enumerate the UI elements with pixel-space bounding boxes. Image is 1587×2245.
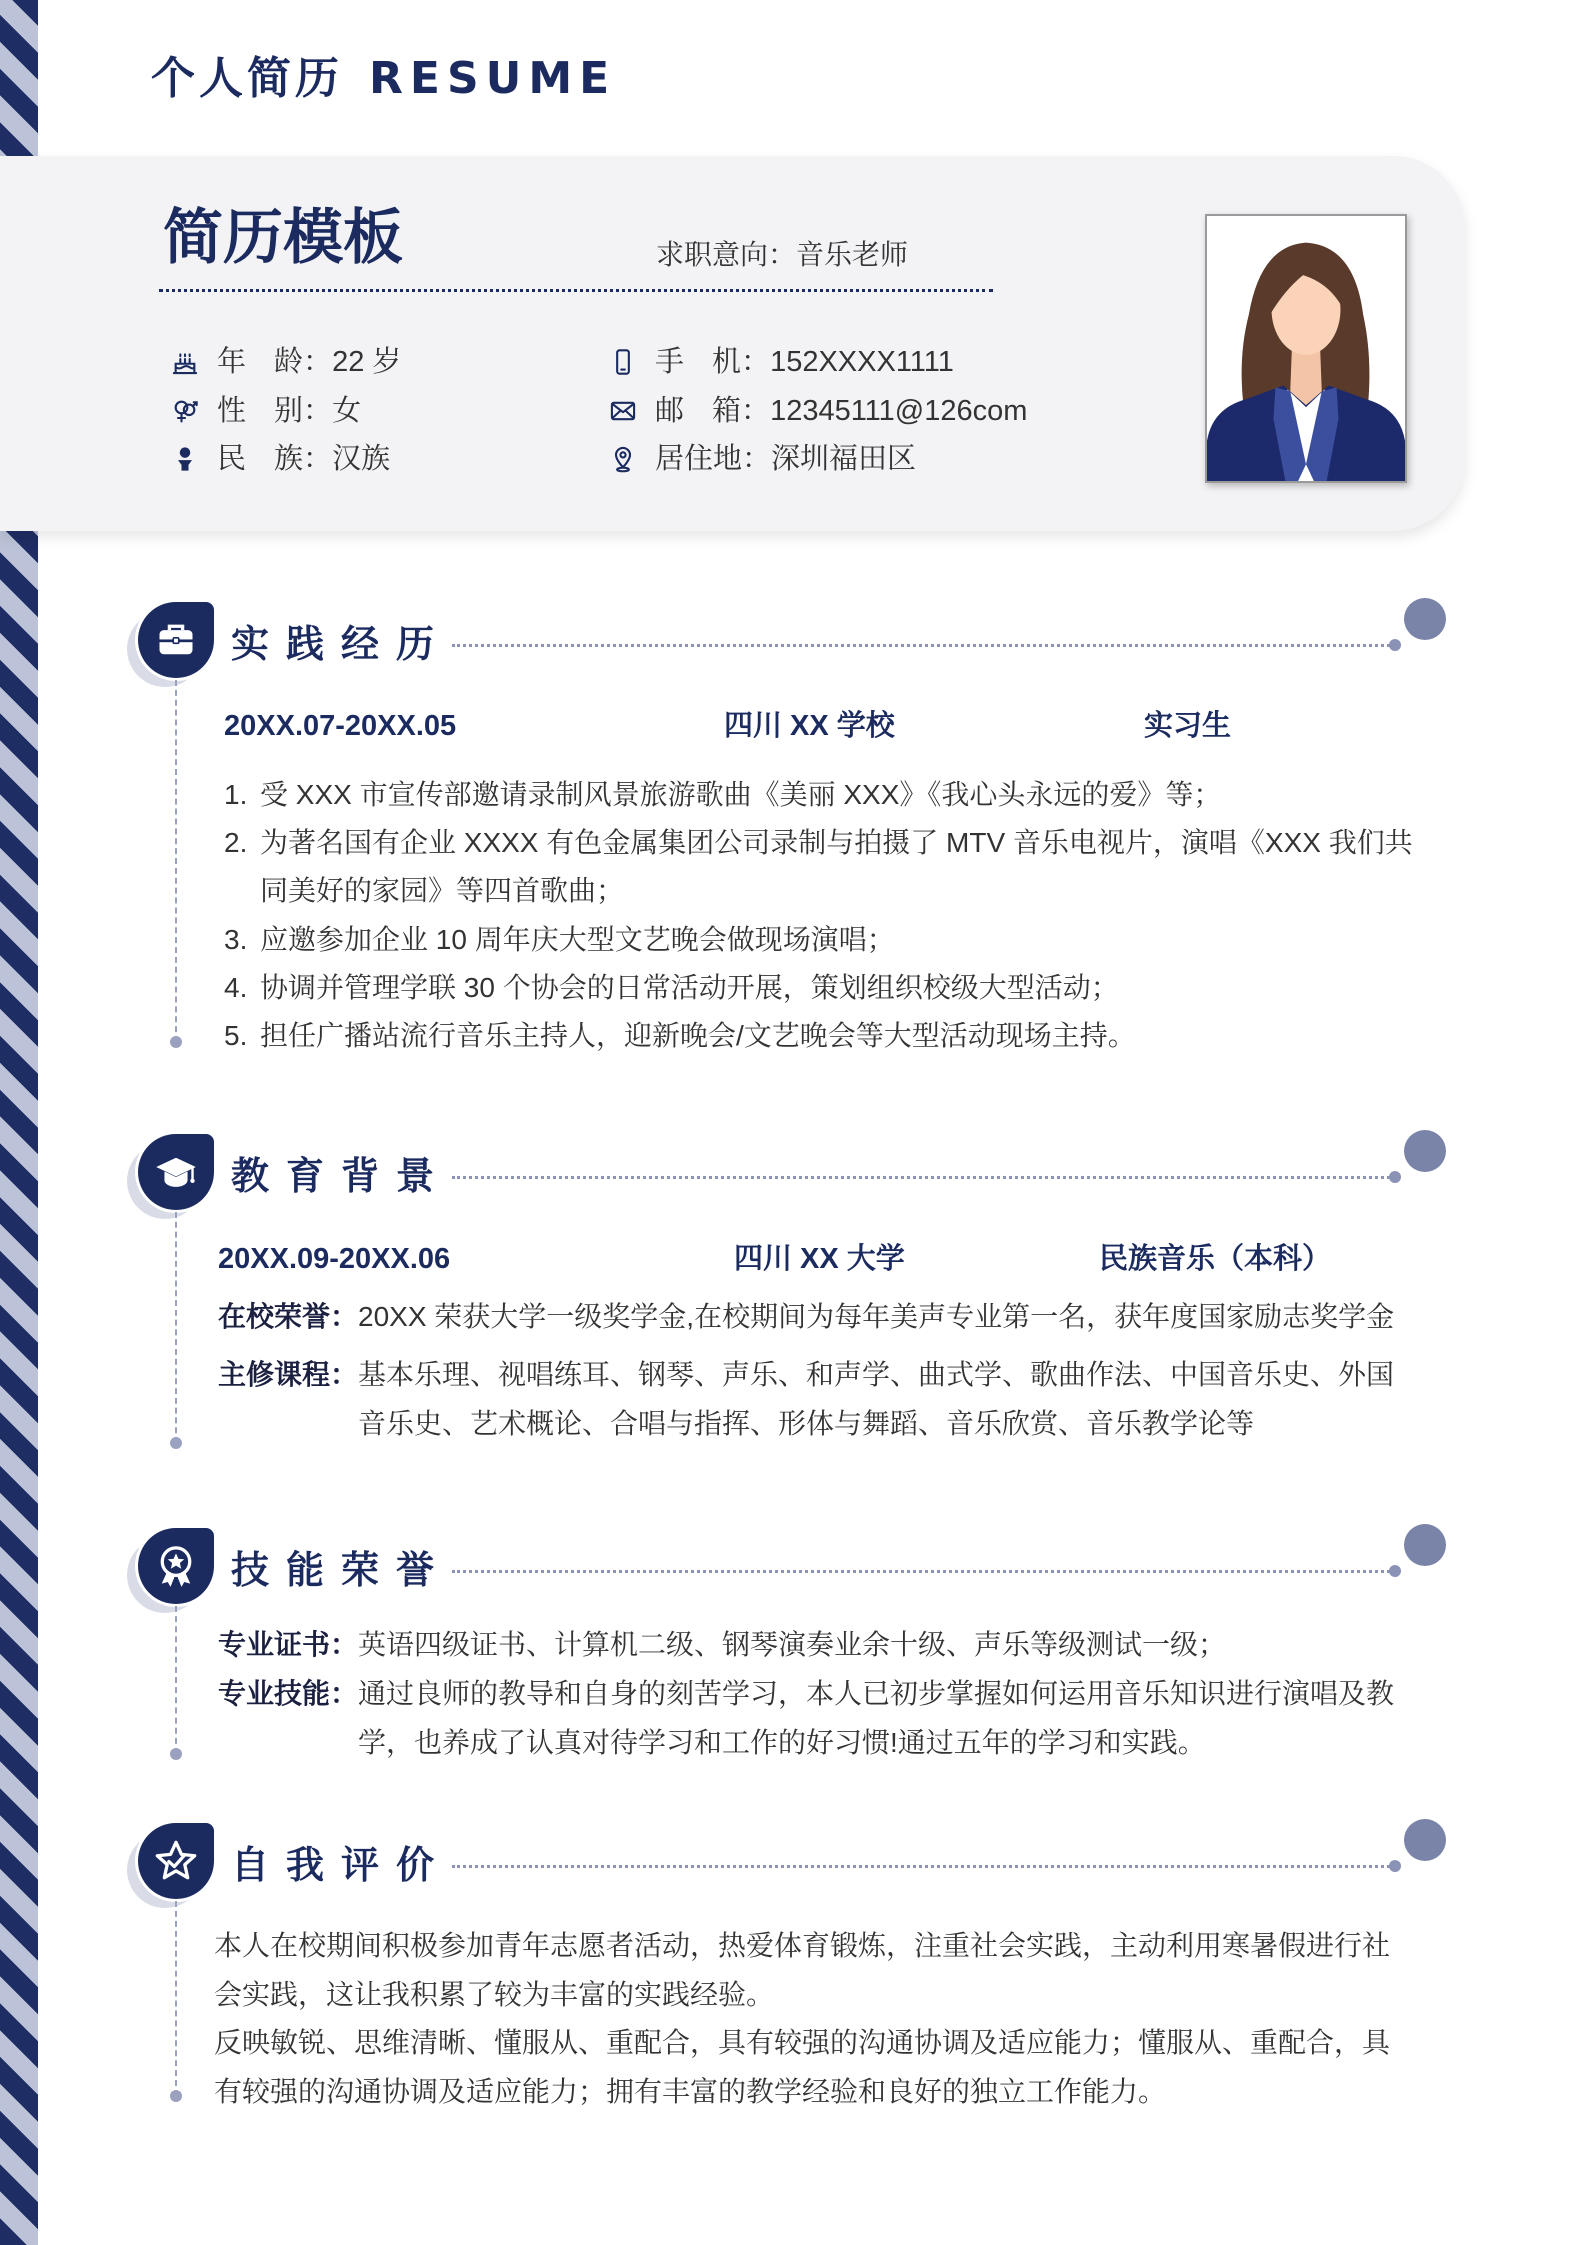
page-title-en: RESUME [369, 53, 617, 104]
education-major: 民族音乐（本科） [1099, 1243, 1332, 1275]
section-badge [138, 1528, 214, 1604]
list-item-number: 3. [224, 923, 248, 955]
info-address [609, 439, 916, 479]
star-check-icon [154, 1839, 198, 1883]
section-badge [138, 1823, 214, 1899]
info-ethnicity-value: 汉族 [332, 443, 391, 475]
skills-block [218, 1620, 1408, 1767]
award-badge-icon [154, 1544, 198, 1588]
section-divider-dot [1389, 1860, 1401, 1872]
info-email [609, 391, 1027, 431]
info-age-value: 22 岁 [332, 346, 402, 378]
section-divider-dot [1389, 1565, 1401, 1577]
section-title: 技能荣誉 [231, 1550, 452, 1592]
section-divider [452, 1570, 1395, 1573]
cake-icon [171, 348, 199, 376]
graduation-cap-icon [154, 1150, 198, 1194]
section-divider-dot [1389, 639, 1401, 651]
section-timeline-dot [170, 2090, 182, 2102]
section-decor-circle [1404, 1524, 1446, 1566]
section-timeline [175, 1606, 177, 1754]
section-timeline [175, 680, 177, 1042]
section-timeline [175, 1212, 177, 1443]
job-intent-label: 求职意向： [656, 239, 797, 270]
section-divider-dot [1389, 1171, 1401, 1183]
section-divider [452, 644, 1395, 647]
list-item [224, 819, 1425, 915]
info-age [171, 342, 401, 382]
info-ethnicity [171, 439, 390, 479]
section-timeline-dot [170, 1748, 182, 1760]
info-phone [609, 342, 954, 382]
section-title: 自我评价 [231, 1845, 452, 1887]
info-email-label: 邮 箱： [655, 395, 771, 427]
info-email-value: 12345111@126com [770, 395, 1028, 427]
info-gender-label: 性 别： [217, 395, 333, 427]
gender-icon [171, 397, 199, 425]
list-item-text: 担任广播站流行音乐主持人，迎新晚会/文艺晚会等大型活动现场主持。 [260, 1020, 1136, 1052]
list-item-number: 2. [224, 827, 248, 859]
info-phone-value: 152XXXX1111 [770, 346, 954, 378]
list-item-number: 1. [224, 779, 248, 810]
list-item [224, 771, 1425, 819]
skills-label: 专业技能： [218, 1678, 359, 1709]
section-badge [138, 1134, 214, 1210]
info-address-value: 深圳福田区 [771, 443, 917, 475]
experience-role: 实习生 [1144, 710, 1232, 742]
education-honors [218, 1293, 1408, 1341]
profile-divider [159, 289, 993, 292]
section-badge [138, 602, 214, 678]
job-intent [656, 235, 908, 275]
certificates-value: 英语四级证书、计算机二级、钢琴演奏业余十级、声乐等级测试一级； [358, 1629, 1227, 1660]
page-title [151, 49, 616, 109]
list-item-number: 5. [224, 1020, 248, 1052]
education-period: 20XX.09-20XX.06 [218, 1243, 451, 1275]
avatar-illustration [1207, 216, 1405, 481]
certificates-row [218, 1620, 1408, 1669]
education-courses [218, 1350, 1408, 1448]
section-title: 实践经历 [231, 624, 452, 666]
section-divider [452, 1176, 1395, 1179]
section-timeline-dot [170, 1437, 182, 1449]
section-divider [452, 1865, 1395, 1868]
mail-icon [609, 397, 637, 425]
phone-icon [609, 348, 637, 376]
section-timeline-dot [170, 1036, 182, 1048]
skills-value: 通过良师的教导和自身的刻苦学习，本人已初步掌握如何运用音乐知识进行演唱及教学，也养成了认真对待学习和工作的好习惯!通过五年的学习和实践。 [358, 1678, 1395, 1758]
list-item-text: 受 XXX 市宣传部邀请录制风景旅游歌曲《美丽 XXX》《我心头永远的爱》等； [260, 779, 1222, 810]
list-item-text: 应邀参加企业 10 周年庆大型文艺晚会做现场演唱； [260, 923, 895, 955]
section-title: 教育背景 [231, 1156, 452, 1198]
info-gender-value: 女 [332, 395, 362, 427]
self-evaluation-text [214, 1922, 1404, 2117]
courses-label: 主修课程： [218, 1359, 359, 1390]
person-icon [171, 445, 199, 473]
list-item-text: 为著名国有企业 XXXX 有色金属集团公司录制与拍摄了 MTV 音乐电视片，演唱《XXX 我们共同美好的家园》等四首歌曲； [260, 827, 1413, 907]
honors-value: 20XX 荣获大学一级奖学金,在校期间为每年美声专业第一名，获年度国家励志奖学金 [358, 1301, 1395, 1332]
section-decor-circle [1404, 1819, 1446, 1861]
section-timeline [175, 1901, 177, 2096]
self-evaluation-paragraph: 反映敏锐、思维清晰、懂服从、重配合，具有较强的沟通协调及适应能力；懂服从、重配合，具有较强的沟通协调及适应能力；拥有丰富的教学经验和良好的独立工作能力。 [214, 2027, 1391, 2108]
info-phone-label: 手 机： [655, 346, 771, 378]
location-icon [609, 445, 637, 473]
info-age-label: 年 龄： [217, 346, 333, 378]
experience-organization: 四川 XX 学校 [724, 710, 895, 742]
job-intent-value: 音乐老师 [796, 239, 909, 270]
courses-value: 基本乐理、视唱练耳、钢琴、声乐、和声学、曲式学、歌曲作法、中国音乐史、外国音乐史、艺术概论、合唱与指挥、形体与舞蹈、音乐欣赏、音乐教学论等 [358, 1359, 1395, 1439]
honors-label: 在校荣誉： [218, 1301, 359, 1332]
experience-list [224, 771, 1425, 1060]
section-decor-circle [1404, 598, 1446, 640]
list-item-number: 4. [224, 971, 248, 1003]
page-title-cn: 个人简历 [151, 54, 343, 103]
education-school: 四川 XX 大学 [734, 1243, 905, 1275]
skills-row [218, 1669, 1408, 1767]
self-evaluation-paragraph: 本人在校期间积极参加青年志愿者活动，热爱体育锻炼，注重社会实践，主动利用寒暑假进行社会实践，这让我积累了较为丰富的实践经验。 [214, 1930, 1391, 2010]
section-decor-circle [1404, 1130, 1446, 1172]
candidate-name: 简历模板 [163, 204, 403, 271]
info-gender [171, 391, 361, 431]
profile-photo [1205, 214, 1407, 483]
experience-period: 20XX.07-20XX.05 [224, 710, 457, 742]
list-item [224, 916, 1425, 964]
info-address-label: 居住地： [655, 443, 772, 475]
list-item [224, 1012, 1425, 1060]
list-item [224, 964, 1425, 1012]
briefcase-icon [154, 618, 198, 662]
certificates-label: 专业证书： [218, 1629, 359, 1660]
list-item-text: 协调并管理学联 30 个协会的日常活动开展，策划组织校级大型活动； [260, 971, 1119, 1003]
info-ethnicity-label: 民 族： [217, 443, 333, 475]
